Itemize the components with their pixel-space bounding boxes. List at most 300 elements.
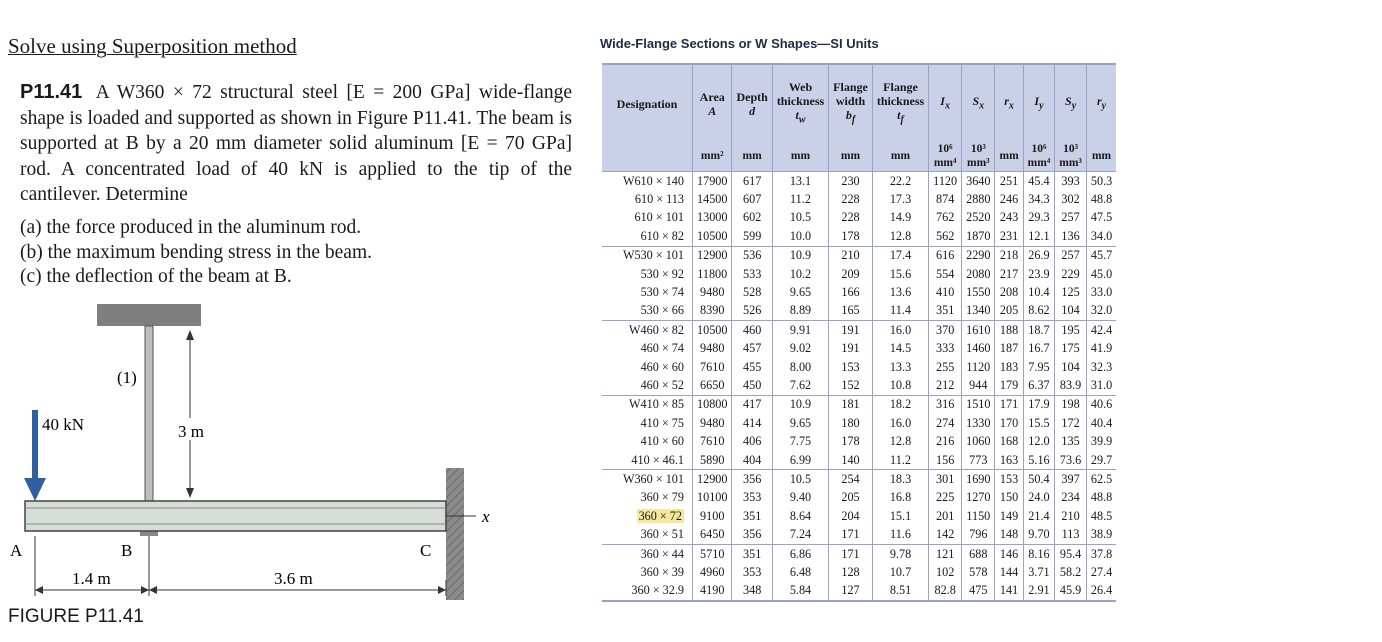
value-cell: 13.6 — [872, 283, 928, 301]
value-cell: 178 — [829, 432, 873, 450]
table-row — [602, 414, 1116, 432]
value-cell: 6.37 — [1023, 376, 1055, 395]
value-cell: 10500 — [693, 227, 732, 246]
value-cell: 146 — [995, 544, 1023, 563]
value-cell: 231 — [995, 227, 1023, 246]
problem-parts — [20, 216, 372, 290]
value-cell: 6650 — [693, 376, 732, 395]
col-header: $S_x$ — [962, 64, 995, 141]
value-cell: 16.8 — [872, 489, 928, 507]
value-cell: 414 — [732, 414, 772, 432]
value-cell: 1610 — [962, 321, 995, 340]
value-cell: 216 — [929, 432, 962, 450]
value-cell: 15.1 — [872, 507, 928, 525]
value-cell: 460 — [732, 321, 772, 340]
value-cell: 41.9 — [1086, 340, 1116, 358]
value-cell: 6.48 — [772, 563, 828, 581]
value-cell: 9480 — [693, 283, 732, 301]
table-row — [602, 227, 1116, 246]
designation-cell: 460 × 52 — [640, 377, 684, 392]
value-cell: 393 — [1055, 172, 1087, 191]
value-cell: 251 — [995, 172, 1023, 191]
value-cell: 125 — [1055, 283, 1087, 301]
value-cell: 165 — [829, 302, 873, 321]
value-cell: 351 — [732, 507, 772, 525]
designation-cell: 460 × 60 — [640, 359, 684, 374]
value-cell: 48.8 — [1086, 489, 1116, 507]
unit-cell: mm² — [693, 141, 732, 172]
value-cell: 3640 — [962, 172, 995, 191]
value-cell: 33.0 — [1086, 283, 1116, 301]
value-cell: 204 — [829, 507, 873, 525]
unit-cell — [602, 141, 693, 172]
beam-figure — [0, 290, 520, 606]
value-cell: 218 — [995, 246, 1023, 265]
value-cell: 10.9 — [772, 246, 828, 265]
value-cell: 12900 — [693, 246, 732, 265]
value-cell: 163 — [995, 451, 1023, 470]
value-cell: 406 — [732, 432, 772, 450]
value-cell: 7.95 — [1023, 358, 1055, 376]
designation-cell: 460 × 74 — [640, 341, 684, 356]
value-cell: 255 — [929, 358, 962, 376]
table-row — [602, 209, 1116, 227]
value-cell: 187 — [995, 340, 1023, 358]
designation-cell: W410 × 85 — [602, 395, 693, 414]
value-cell: 168 — [995, 432, 1023, 450]
value-cell: 171 — [829, 544, 873, 563]
value-cell: 762 — [929, 209, 962, 227]
section-table-panel — [596, 0, 1382, 642]
value-cell: 205 — [995, 302, 1023, 321]
value-cell: 12900 — [693, 470, 732, 489]
value-cell: 348 — [732, 582, 772, 601]
part-b: (b) the maximum bending stress in the beam. — [20, 241, 373, 263]
value-cell: 42.4 — [1086, 321, 1116, 340]
value-cell: 533 — [732, 265, 772, 283]
value-cell: 370 — [929, 321, 962, 340]
value-cell: 257 — [1055, 246, 1087, 265]
value-cell: 172 — [1055, 414, 1087, 432]
value-cell: 10.9 — [772, 395, 828, 414]
value-cell: 13.3 — [872, 358, 928, 376]
value-cell: 58.2 — [1055, 563, 1087, 581]
value-cell: 12.8 — [872, 432, 928, 450]
value-cell: 229 — [1055, 265, 1087, 283]
ceiling-support — [97, 304, 201, 326]
value-cell: 180 — [829, 414, 873, 432]
value-cell: 6.86 — [772, 544, 828, 563]
value-cell: 9.40 — [772, 489, 828, 507]
value-cell: 6450 — [693, 525, 732, 544]
value-cell: 15.5 — [1023, 414, 1055, 432]
designation-cell: 610 × 101 — [634, 210, 684, 225]
designation-cell: 360 × 44 — [602, 544, 693, 563]
value-cell: 148 — [995, 525, 1023, 544]
value-cell: 27.4 — [1086, 563, 1116, 581]
value-cell: 617 — [732, 172, 772, 191]
value-cell: 243 — [995, 209, 1023, 227]
rod-label: (1) — [117, 368, 137, 387]
value-cell: 8.62 — [1023, 302, 1055, 321]
value-cell: 17.3 — [872, 190, 928, 208]
value-cell: 404 — [732, 451, 772, 470]
table-row — [602, 358, 1116, 376]
value-cell: 9480 — [693, 414, 732, 432]
designation-cell: 360 × 32.9 — [631, 583, 684, 598]
value-cell: 2290 — [962, 246, 995, 265]
value-cell: 95.4 — [1055, 544, 1087, 563]
value-cell: 2080 — [962, 265, 995, 283]
value-cell: 874 — [929, 190, 962, 208]
unit-cell: 10³ mm³ — [1055, 141, 1087, 172]
value-cell: 10.5 — [772, 209, 828, 227]
value-cell: 254 — [829, 470, 873, 489]
value-cell: 152 — [829, 376, 873, 395]
rod-length-arrow-bottom — [186, 488, 194, 498]
value-cell: 191 — [829, 321, 873, 340]
value-cell: 1120 — [929, 172, 962, 191]
value-cell: 4960 — [693, 563, 732, 581]
value-cell: 40.4 — [1086, 414, 1116, 432]
value-cell: 188 — [995, 321, 1023, 340]
value-cell: 526 — [732, 302, 772, 321]
table-row — [602, 340, 1116, 358]
value-cell: 6.99 — [772, 451, 828, 470]
value-cell: 1150 — [962, 507, 995, 525]
value-cell: 2.91 — [1023, 582, 1055, 601]
value-cell: 166 — [829, 283, 873, 301]
value-cell: 2880 — [962, 190, 995, 208]
value-cell: 301 — [929, 470, 962, 489]
col-header: Depth d — [732, 64, 772, 141]
value-cell: 13.1 — [772, 172, 828, 191]
table-row — [602, 525, 1116, 544]
value-cell: 9.65 — [772, 283, 828, 301]
value-cell: 31.0 — [1086, 376, 1116, 395]
value-cell: 11.6 — [872, 525, 928, 544]
col-header: $I_x$ — [929, 64, 962, 141]
value-cell: 5.16 — [1023, 451, 1055, 470]
value-cell: 34.3 — [1023, 190, 1055, 208]
rod-length-label: 3 m — [178, 422, 204, 441]
unit-cell: 10³ mm³ — [962, 141, 995, 172]
designation-cell: 360 × 79 — [640, 490, 684, 505]
value-cell: 39.9 — [1086, 432, 1116, 450]
value-cell: 351 — [732, 544, 772, 563]
value-cell: 141 — [995, 582, 1023, 601]
value-cell: 230 — [829, 172, 873, 191]
value-cell: 201 — [929, 507, 962, 525]
part-a: (a) the force produced in the aluminum rod. — [20, 217, 362, 238]
value-cell: 11800 — [693, 265, 732, 283]
value-cell: 397 — [1055, 470, 1087, 489]
value-cell: 47.5 — [1086, 209, 1116, 227]
designation-cell: 360 × 51 — [640, 527, 684, 542]
value-cell: 217 — [995, 265, 1023, 283]
value-cell: 179 — [995, 376, 1023, 395]
value-cell: 274 — [929, 414, 962, 432]
value-cell: 16.7 — [1023, 340, 1055, 358]
table-row — [602, 172, 1116, 191]
value-cell: 10.5 — [772, 470, 828, 489]
value-cell: 410 — [929, 283, 962, 301]
designation-cell: W530 × 101 — [602, 246, 693, 265]
value-cell: 26.4 — [1086, 582, 1116, 601]
value-cell: 228 — [829, 190, 873, 208]
value-cell: 17900 — [693, 172, 732, 191]
value-cell: 5890 — [693, 451, 732, 470]
value-cell: 127 — [829, 582, 873, 601]
table-row — [602, 544, 1116, 563]
value-cell: 205 — [829, 489, 873, 507]
value-cell: 156 — [929, 451, 962, 470]
value-cell: 140 — [829, 451, 873, 470]
value-cell: 45.0 — [1086, 265, 1116, 283]
value-cell: 7.62 — [772, 376, 828, 395]
value-cell: 3.71 — [1023, 563, 1055, 581]
designation-cell: 360 × 39 — [640, 564, 684, 579]
value-cell: 209 — [829, 265, 873, 283]
value-cell: 102 — [929, 563, 962, 581]
value-cell: 9.78 — [872, 544, 928, 563]
table-row — [602, 302, 1116, 321]
value-cell: 9.91 — [772, 321, 828, 340]
value-cell: 1270 — [962, 489, 995, 507]
unit-cell: mm — [772, 141, 828, 172]
value-cell: 34.0 — [1086, 227, 1116, 246]
value-cell: 198 — [1055, 395, 1087, 414]
rod-length-arrow-top — [186, 330, 194, 340]
col-header: Web thickness $t_w$ — [772, 64, 828, 141]
value-cell: 149 — [995, 507, 1023, 525]
value-cell: 688 — [962, 544, 995, 563]
value-cell: 2520 — [962, 209, 995, 227]
designation-cell: 530 × 74 — [640, 285, 684, 300]
value-cell: 246 — [995, 190, 1023, 208]
value-cell: 208 — [995, 283, 1023, 301]
value-cell: 7.75 — [772, 432, 828, 450]
value-cell: 210 — [1055, 507, 1087, 525]
value-cell: 1460 — [962, 340, 995, 358]
value-cell: 15.6 — [872, 265, 928, 283]
value-cell: 113 — [1055, 525, 1087, 544]
value-cell: 48.5 — [1086, 507, 1116, 525]
col-header: Flange width $b_f$ — [829, 64, 873, 141]
table-row — [602, 563, 1116, 581]
value-cell: 457 — [732, 340, 772, 358]
value-cell: 234 — [1055, 489, 1087, 507]
value-cell: 5.84 — [772, 582, 828, 601]
value-cell: 8.16 — [1023, 544, 1055, 563]
value-cell: 22.2 — [872, 172, 928, 191]
table-row — [602, 582, 1116, 601]
value-cell: 48.8 — [1086, 190, 1116, 208]
value-cell: 356 — [732, 525, 772, 544]
value-cell: 83.9 — [1055, 376, 1087, 395]
value-cell: 121 — [929, 544, 962, 563]
value-cell: 7610 — [693, 432, 732, 450]
units-row — [602, 141, 1116, 172]
value-cell: 12.8 — [872, 227, 928, 246]
value-cell: 225 — [929, 489, 962, 507]
designation-cell: 410 × 60 — [640, 434, 684, 449]
value-cell: 10.7 — [872, 563, 928, 581]
value-cell: 40.6 — [1086, 395, 1116, 414]
value-cell: 14.5 — [872, 340, 928, 358]
value-cell: 333 — [929, 340, 962, 358]
value-cell: 62.5 — [1086, 470, 1116, 489]
value-cell: 562 — [929, 227, 962, 246]
value-cell: 181 — [829, 395, 873, 414]
designation-cell: 410 × 75 — [640, 415, 684, 430]
value-cell: 1690 — [962, 470, 995, 489]
w-shapes-table — [602, 63, 1116, 602]
point-c-label: C — [420, 541, 432, 560]
value-cell: 50.3 — [1086, 172, 1116, 191]
value-cell: 9.02 — [772, 340, 828, 358]
table-title: Wide-Flange Sections or W Shapes—SI Units — [600, 36, 879, 51]
problem-number: P11.41 — [20, 81, 83, 103]
point-a-label: A — [10, 541, 23, 560]
value-cell: 602 — [732, 209, 772, 227]
value-cell: 316 — [929, 395, 962, 414]
value-cell: 38.9 — [1086, 525, 1116, 544]
value-cell: 183 — [995, 358, 1023, 376]
table-row — [602, 376, 1116, 395]
value-cell: 536 — [732, 246, 772, 265]
dim-ab-label: 1.4 m — [72, 569, 111, 588]
designation-cell: 530 × 92 — [640, 266, 684, 281]
unit-cell: 10⁶ mm⁴ — [1023, 141, 1055, 172]
value-cell: 191 — [829, 340, 873, 358]
value-cell: 8.64 — [772, 507, 828, 525]
point-b-label: B — [121, 541, 133, 560]
value-cell: 104 — [1055, 358, 1087, 376]
value-cell: 12.0 — [1023, 432, 1055, 450]
col-header: Designation — [602, 64, 693, 141]
value-cell: 1330 — [962, 414, 995, 432]
value-cell: 17.9 — [1023, 395, 1055, 414]
value-cell: 10800 — [693, 395, 732, 414]
value-cell: 50.4 — [1023, 470, 1055, 489]
value-cell: 10.0 — [772, 227, 828, 246]
value-cell: 9480 — [693, 340, 732, 358]
value-cell: 16.0 — [872, 414, 928, 432]
value-cell: 351 — [929, 302, 962, 321]
col-header: $r_x$ — [995, 64, 1023, 141]
value-cell: 8.89 — [772, 302, 828, 321]
value-cell: 257 — [1055, 209, 1087, 227]
value-cell: 1120 — [962, 358, 995, 376]
col-header: $S_y$ — [1055, 64, 1087, 141]
value-cell: 29.3 — [1023, 209, 1055, 227]
instruction-heading: Solve using Superposition method — [8, 34, 297, 58]
highlighted-designation: 360 × 72 — [638, 508, 682, 523]
col-header: Area A — [693, 64, 732, 141]
value-cell: 170 — [995, 414, 1023, 432]
table-row — [602, 451, 1116, 470]
designation-cell: 610 × 82 — [640, 228, 684, 243]
value-cell: 32.3 — [1086, 358, 1116, 376]
value-cell: 153 — [829, 358, 873, 376]
value-cell: 417 — [732, 395, 772, 414]
value-cell: 142 — [929, 525, 962, 544]
table-row — [602, 470, 1116, 489]
value-cell: 24.0 — [1023, 489, 1055, 507]
value-cell: 11.2 — [772, 190, 828, 208]
unit-cell: mm — [1086, 141, 1116, 172]
value-cell: 5710 — [693, 544, 732, 563]
value-cell: 1340 — [962, 302, 995, 321]
value-cell: 1060 — [962, 432, 995, 450]
value-cell: 18.2 — [872, 395, 928, 414]
value-cell: 8390 — [693, 302, 732, 321]
designation-cell: W360 × 101 — [602, 470, 693, 489]
value-cell: 10.2 — [772, 265, 828, 283]
value-cell: 23.9 — [1023, 265, 1055, 283]
value-cell: 128 — [829, 563, 873, 581]
table-body — [602, 172, 1116, 601]
value-cell: 14500 — [693, 190, 732, 208]
value-cell: 8.51 — [872, 582, 928, 601]
value-cell: 9.65 — [772, 414, 828, 432]
problem-text: A W360 × 72 structural steel [E = 200 GPa] wide-flange shape is loaded and supported as shown in Figure P11.41. The beam is supported at B by a 20 mm diameter solid aluminum [E = 70 GPa] rod. A concentrated load of 40 kN is applied to the tip of the cantilever. Determine — [20, 82, 572, 205]
value-cell: 18.3 — [872, 470, 928, 489]
figure-caption: FIGURE P11.41 — [8, 606, 144, 627]
value-cell: 104 — [1055, 302, 1087, 321]
table-row — [602, 395, 1116, 414]
value-cell: 178 — [829, 227, 873, 246]
value-cell: 14.9 — [872, 209, 928, 227]
value-cell: 37.8 — [1086, 544, 1116, 563]
unit-cell: 10⁶ mm⁴ — [929, 141, 962, 172]
value-cell: 1870 — [962, 227, 995, 246]
value-cell: 136 — [1055, 227, 1087, 246]
value-cell: 228 — [829, 209, 873, 227]
problem-statement — [20, 80, 572, 208]
designation-cell: W610 × 140 — [602, 172, 693, 191]
value-cell: 353 — [732, 489, 772, 507]
unit-cell: mm — [829, 141, 873, 172]
value-cell: 1550 — [962, 283, 995, 301]
table-row — [602, 507, 1116, 525]
value-cell: 10500 — [693, 321, 732, 340]
value-cell: 353 — [732, 563, 772, 581]
value-cell: 578 — [962, 563, 995, 581]
designation-cell — [602, 507, 693, 525]
table-row — [602, 283, 1116, 301]
value-cell: 356 — [732, 470, 772, 489]
value-cell: 796 — [962, 525, 995, 544]
value-cell: 21.4 — [1023, 507, 1055, 525]
col-header: Flange thickness $t_f$ — [872, 64, 928, 141]
value-cell: 607 — [732, 190, 772, 208]
dim-bc-label: 3.6 m — [274, 569, 313, 588]
value-cell: 17.4 — [872, 246, 928, 265]
col-header: $I_y$ — [1023, 64, 1055, 141]
value-cell: 32.0 — [1086, 302, 1116, 321]
problem-panel — [0, 0, 590, 642]
designation-cell: 410 × 46.1 — [631, 452, 684, 467]
value-cell: 45.9 — [1055, 582, 1087, 601]
value-cell: 195 — [1055, 321, 1087, 340]
value-cell: 171 — [829, 525, 873, 544]
value-cell: 616 — [929, 246, 962, 265]
value-cell: 7.24 — [772, 525, 828, 544]
value-cell: 73.6 — [1055, 451, 1087, 470]
value-cell: 212 — [929, 376, 962, 395]
